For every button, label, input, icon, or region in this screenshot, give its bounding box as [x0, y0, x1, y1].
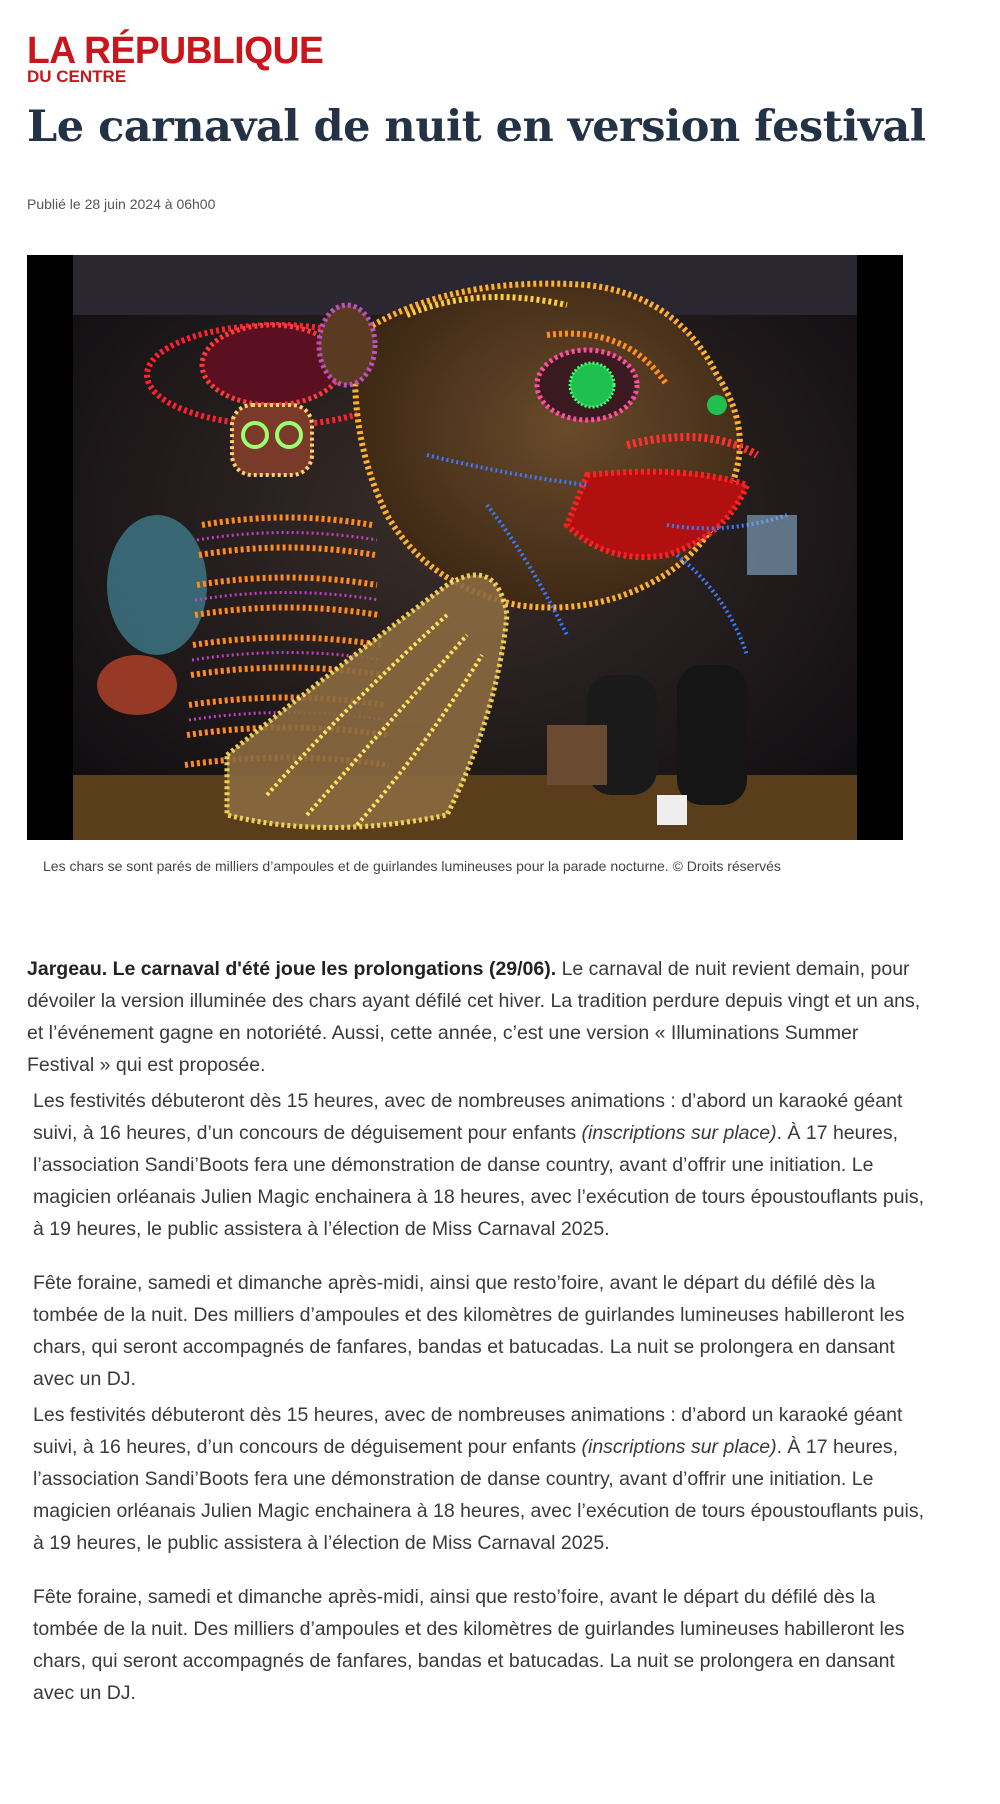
paragraph-text: Les festivités débuteront dès 15 heures, avec de nombreuses animations : d’abord un karaoké géant suivi, à 16 heures, d’un concours de déguisement pour enfants: [33, 1404, 903, 1458]
paragraph-fair-repeat: Fête foraine, samedi et dimanche après-midi, ainsi que resto’foire, avant le départ du défilé dès la tombée de la nuit. Des milliers d’ampoules et des kilomètres de guirlandes lumineuses habilleront les chars, qui seront accompagnés de fanfares, bandas et batucadas. La nuit se prolongera en dansant avec un DJ.: [33, 1586, 905, 1704]
site-logo[interactable]: [27, 32, 329, 85]
image-caption: Les chars se sont parés de milliers d’ampoules et de guirlandes lumineuses pour la parade nocturne. © Droits réservés: [43, 858, 781, 874]
article-body: [27, 953, 927, 1709]
logo-main-text: LA RÉPUBLIQUE: [27, 30, 324, 72]
paragraph-text: . À 17 heures, l’association Sandi’Boots fera une démonstration de danse country, avant d’offrir une initiation. Le magicien orléanais Julien Magic enchainera à 18 heures, avec l’exécution de tours époustouflants puis, à 19 heures, le public assistera à l’élection de Miss Carnaval 2025.: [33, 1122, 925, 1240]
paragraph-text: Les festivités débuteront dès 15 heures, avec de nombreuses animations : d’abord un karaoké géant suivi, à 16 heures, d’un concours de déguisement pour enfants: [33, 1090, 903, 1144]
lead-bold: Jargeau. Le carnaval d'été joue les prolongations (29/06).: [27, 958, 557, 980]
article-lead: [27, 953, 927, 1081]
lead-text: Le carnaval de nuit revient demain, pour dévoiler la version illuminée des chars ayant défilé cet hiver. La tradition perdure depuis vingt et un ans, et l’événement gagne en notoriété. Aussi, cette année, c’est une version « Illuminations Summer Festival » qui est proposée.: [27, 958, 921, 1076]
logo-sub-text: DU CENTRE: [27, 67, 127, 86]
paragraph-festivities: [27, 1085, 927, 1245]
publish-date: Publié le 28 juin 2024 à 06h00: [27, 196, 216, 212]
paragraph-festivities-repeat: [27, 1399, 927, 1559]
paragraph-italic: (inscriptions sur place): [581, 1436, 777, 1458]
article-photo: [27, 255, 903, 840]
paragraph-fair: Fête foraine, samedi et dimanche après-midi, ainsi que resto’foire, avant le départ du défilé dès la tombée de la nuit. Des milliers d’ampoules et des kilomètres de guirlandes lumineuses habilleront les chars, qui seront accompagnés de fanfares, bandas et batucadas. La nuit se prolongera en dansant avec un DJ.: [33, 1272, 905, 1390]
article-title: Le carnaval de nuit en version festival: [27, 102, 926, 152]
paragraph-text: . À 17 heures, l’association Sandi’Boots fera une démonstration de danse country, avant d’offrir une initiation. Le magicien orléanais Julien Magic enchainera à 18 heures, avec l’exécution de tours époustouflants puis, à 19 heures, le public assistera à l’élection de Miss Carnaval 2025.: [33, 1436, 925, 1554]
paragraph-italic: (inscriptions sur place): [581, 1122, 777, 1144]
